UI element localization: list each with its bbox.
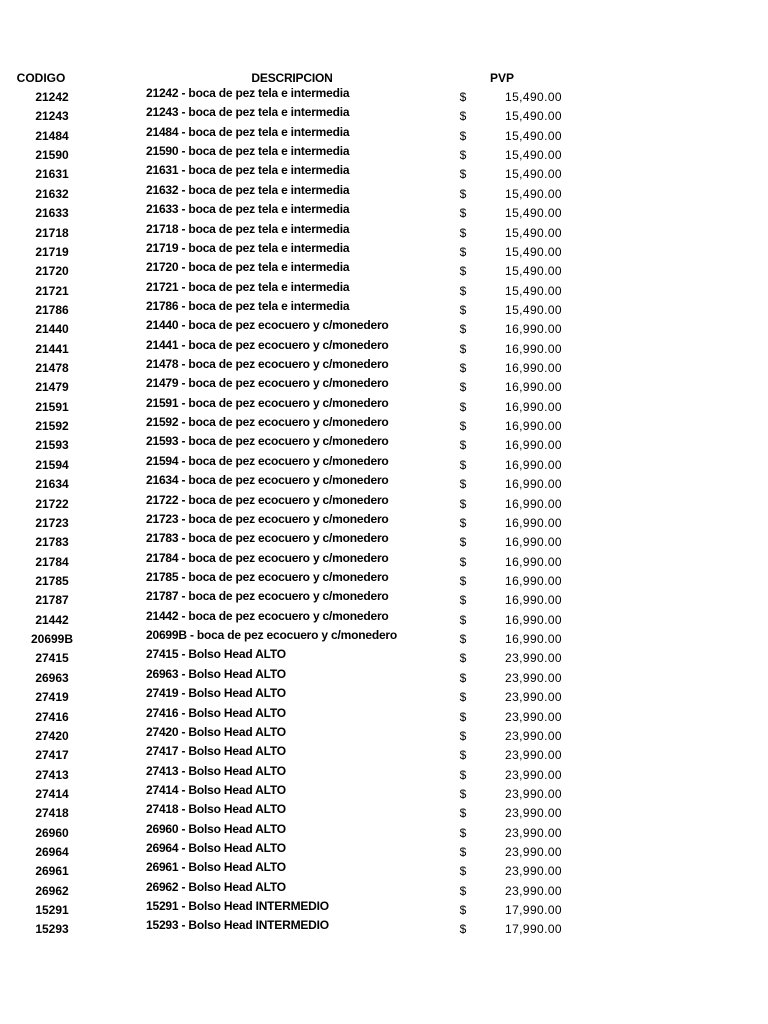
currency-symbol: $ [459, 651, 467, 666]
table-body [0, 88, 768, 940]
pvp-cell: 15,490.00 [505, 167, 562, 182]
currency-symbol: $ [459, 148, 467, 163]
descripcion-cell: 21786 - boca de pez tela e intermedia [146, 298, 350, 313]
codigo-cell: 26963 [35, 670, 69, 685]
codigo-cell: 21632 [35, 186, 69, 201]
descripcion-cell: 27417 - Bolso Head ALTO [146, 744, 286, 759]
codigo-cell: 21719 [35, 244, 69, 259]
currency-symbol: $ [459, 515, 467, 530]
currency-symbol: $ [459, 380, 467, 395]
pvp-cell: 16,990.00 [505, 419, 562, 434]
currency-symbol: $ [459, 341, 467, 356]
codigo-cell: 26960 [35, 825, 69, 840]
codigo-cell: 26964 [35, 845, 69, 860]
codigo-cell: 21243 [35, 109, 69, 124]
descripcion-cell: 21590 - boca de pez tela e intermedia [146, 144, 350, 159]
descripcion-cell: 21594 - boca de pez ecocuero y c/monedero [146, 453, 389, 468]
currency-symbol: $ [459, 670, 467, 685]
codigo-cell: 20699B [30, 632, 74, 647]
pvp-cell: 15,490.00 [505, 90, 562, 104]
descripcion-cell: 21242 - boca de pez tela e intermedia [146, 86, 350, 100]
codigo-cell: 15291 [35, 903, 69, 918]
codigo-cell: 21594 [35, 457, 69, 472]
pvp-cell: 15,490.00 [505, 283, 562, 298]
currency-symbol: $ [459, 922, 467, 937]
descripcion-cell: 21478 - boca de pez ecocuero y c/monedero [146, 357, 389, 372]
codigo-cell: 21722 [35, 496, 69, 511]
codigo-cell: 27419 [35, 690, 69, 705]
codigo-cell: 21593 [35, 438, 69, 453]
codigo-cell: 21786 [35, 302, 69, 317]
descripcion-cell: 21787 - boca de pez ecocuero y c/monedero [146, 589, 389, 604]
descripcion-cell: 27419 - Bolso Head ALTO [146, 686, 286, 701]
codigo-cell: 27417 [35, 748, 69, 763]
descripcion-cell: 21633 - boca de pez tela e intermedia [146, 202, 350, 217]
pvp-cell: 16,990.00 [505, 554, 562, 569]
pvp-cell: 23,990.00 [505, 845, 562, 860]
currency-symbol: $ [459, 109, 467, 124]
currency-symbol: $ [459, 264, 467, 279]
currency-symbol: $ [459, 767, 467, 782]
codigo-cell: 27415 [35, 651, 69, 666]
descripcion-cell: 26962 - Bolso Head ALTO [146, 879, 286, 894]
descripcion-cell: 21783 - boca de pez ecocuero y c/monedero [146, 531, 389, 546]
pvp-cell: 16,990.00 [505, 535, 562, 550]
currency-symbol: $ [459, 244, 467, 259]
descripcion-cell: 21723 - boca de pez ecocuero y c/monedero [146, 511, 389, 526]
currency-symbol: $ [459, 496, 467, 511]
descripcion-cell: 21243 - boca de pez tela e intermedia [146, 105, 350, 120]
pvp-cell: 16,990.00 [505, 477, 562, 492]
descripcion-cell: 21631 - boca de pez tela e intermedia [146, 163, 350, 178]
pvp-cell: 16,990.00 [505, 457, 562, 472]
currency-symbol: $ [459, 864, 467, 879]
pvp-cell: 23,990.00 [505, 825, 562, 840]
descripcion-cell: 21632 - boca de pez tela e intermedia [146, 182, 350, 197]
descripcion-cell: 21785 - boca de pez ecocuero y c/monedero [146, 569, 389, 584]
pvp-cell: 15,490.00 [505, 302, 562, 317]
currency-symbol: $ [459, 225, 467, 240]
pvp-cell: 23,990.00 [505, 767, 562, 782]
pvp-cell: 23,990.00 [505, 670, 562, 685]
codigo-cell: 21634 [35, 477, 69, 492]
currency-symbol: $ [459, 419, 467, 434]
currency-symbol: $ [459, 903, 467, 918]
currency-symbol: $ [459, 128, 467, 143]
descripcion-cell: 21721 - boca de pez tela e intermedia [146, 279, 350, 294]
codigo-cell: 21591 [35, 399, 69, 414]
codigo-cell: 21441 [35, 341, 69, 356]
codigo-cell: 21479 [35, 380, 69, 395]
currency-symbol: $ [459, 728, 467, 743]
currency-symbol: $ [459, 573, 467, 588]
descripcion-cell: 21722 - boca de pez ecocuero y c/monedero [146, 492, 389, 507]
descripcion-cell: 27415 - Bolso Head ALTO [146, 647, 286, 662]
pvp-cell: 15,490.00 [505, 186, 562, 201]
codigo-cell: 21484 [35, 128, 69, 143]
table-row [0, 920, 768, 939]
pvp-cell: 17,990.00 [505, 903, 562, 918]
pvp-cell: 15,490.00 [505, 148, 562, 163]
codigo-cell: 27414 [35, 786, 69, 801]
codigo-cell: 21242 [35, 90, 69, 104]
codigo-cell: 21592 [35, 419, 69, 434]
pvp-cell: 16,990.00 [505, 632, 562, 647]
descripcion-cell: 21593 - boca de pez ecocuero y c/monedero [146, 434, 389, 449]
codigo-cell: 15293 [35, 922, 69, 937]
descripcion-cell: 27418 - Bolso Head ALTO [146, 802, 286, 817]
pvp-cell: 16,990.00 [505, 593, 562, 608]
descripcion-cell: 21634 - boca de pez ecocuero y c/monedero [146, 473, 389, 488]
descripcion-cell: 21592 - boca de pez ecocuero y c/monedero [146, 415, 389, 430]
pvp-cell: 16,990.00 [505, 496, 562, 511]
currency-symbol: $ [459, 883, 467, 898]
pvp-cell: 16,990.00 [505, 399, 562, 414]
pvp-cell: 16,990.00 [505, 380, 562, 395]
codigo-cell: 26962 [35, 883, 69, 898]
header-pvp: PVP [489, 71, 514, 85]
pvp-cell: 16,990.00 [505, 438, 562, 453]
header-descripcion: DESCRIPCION [251, 71, 333, 85]
currency-symbol: $ [459, 709, 467, 724]
currency-symbol: $ [459, 612, 467, 627]
currency-symbol: $ [459, 302, 467, 317]
pvp-cell: 17,990.00 [505, 922, 562, 937]
codigo-cell: 21787 [35, 593, 69, 608]
descripcion-cell: 26963 - Bolso Head ALTO [146, 666, 286, 681]
descripcion-cell: 21479 - boca de pez ecocuero y c/monedero [146, 376, 389, 391]
currency-symbol: $ [459, 457, 467, 472]
currency-symbol: $ [459, 554, 467, 569]
descripcion-cell: 26960 - Bolso Head ALTO [146, 821, 286, 836]
currency-symbol: $ [459, 690, 467, 705]
currency-symbol: $ [459, 167, 467, 182]
currency-symbol: $ [459, 361, 467, 376]
codigo-cell: 21783 [35, 535, 69, 550]
pvp-cell: 15,490.00 [505, 225, 562, 240]
currency-symbol: $ [459, 477, 467, 492]
pvp-cell: 23,990.00 [505, 651, 562, 666]
currency-symbol: $ [459, 322, 467, 337]
currency-symbol: $ [459, 845, 467, 860]
pvp-cell: 23,990.00 [505, 748, 562, 763]
header-codigo: CODIGO [16, 71, 66, 85]
codigo-cell: 21590 [35, 148, 69, 163]
codigo-cell: 27413 [35, 767, 69, 782]
pvp-cell: 16,990.00 [505, 612, 562, 627]
codigo-cell: 21440 [35, 322, 69, 337]
currency-symbol: $ [459, 825, 467, 840]
codigo-cell: 27416 [35, 709, 69, 724]
codigo-cell: 21718 [35, 225, 69, 240]
descripcion-cell: 15293 - Bolso Head INTERMEDIO [146, 918, 329, 933]
currency-symbol: $ [459, 748, 467, 763]
currency-symbol: $ [459, 90, 467, 104]
codigo-cell: 21633 [35, 206, 69, 221]
descripcion-cell: 21718 - boca de pez tela e intermedia [146, 221, 350, 236]
descripcion-cell: 21441 - boca de pez ecocuero y c/monedero [146, 337, 389, 352]
codigo-cell: 21721 [35, 283, 69, 298]
codigo-cell: 26961 [35, 864, 69, 879]
codigo-cell: 21785 [35, 573, 69, 588]
price-list-table [0, 68, 768, 940]
currency-symbol: $ [459, 786, 467, 801]
pvp-cell: 16,990.00 [505, 361, 562, 376]
descripcion-cell: 21720 - boca de pez tela e intermedia [146, 260, 350, 275]
pvp-cell: 16,990.00 [505, 515, 562, 530]
pvp-cell: 15,490.00 [505, 109, 562, 124]
codigo-cell: 21723 [35, 515, 69, 530]
descripcion-cell: 21484 - boca de pez tela e intermedia [146, 124, 350, 139]
descripcion-cell: 26964 - Bolso Head ALTO [146, 841, 286, 856]
pvp-cell: 23,990.00 [505, 709, 562, 724]
codigo-cell: 21784 [35, 554, 69, 569]
descripcion-cell: 27414 - Bolso Head ALTO [146, 782, 286, 797]
pvp-cell: 15,490.00 [505, 206, 562, 221]
currency-symbol: $ [459, 535, 467, 550]
descripcion-cell: 21719 - boca de pez tela e intermedia [146, 240, 350, 255]
codigo-cell: 21631 [35, 167, 69, 182]
pvp-cell: 23,990.00 [505, 728, 562, 743]
pvp-cell: 16,990.00 [505, 573, 562, 588]
descripcion-cell: 21442 - boca de pez ecocuero y c/monedero [146, 608, 389, 623]
pvp-cell: 23,990.00 [505, 806, 562, 821]
descripcion-cell: 27413 - Bolso Head ALTO [146, 763, 286, 778]
codigo-cell: 21442 [35, 612, 69, 627]
currency-symbol: $ [459, 632, 467, 647]
pvp-cell: 23,990.00 [505, 690, 562, 705]
codigo-cell: 27418 [35, 806, 69, 821]
pvp-cell: 15,490.00 [505, 128, 562, 143]
codigo-cell: 27420 [35, 728, 69, 743]
pvp-cell: 16,990.00 [505, 322, 562, 337]
descripcion-cell: 26961 - Bolso Head ALTO [146, 860, 286, 875]
pvp-cell: 23,990.00 [505, 864, 562, 879]
currency-symbol: $ [459, 206, 467, 221]
descripcion-cell: 27416 - Bolso Head ALTO [146, 705, 286, 720]
currency-symbol: $ [459, 806, 467, 821]
descripcion-cell: 21784 - boca de pez ecocuero y c/monedero [146, 550, 389, 565]
pvp-cell: 23,990.00 [505, 883, 562, 898]
descripcion-cell: 20699B - boca de pez ecocuero y c/monedero [146, 628, 398, 643]
descripcion-cell: 21440 - boca de pez ecocuero y c/monedero [146, 318, 389, 333]
descripcion-cell: 27420 - Bolso Head ALTO [146, 724, 286, 739]
currency-symbol: $ [459, 593, 467, 608]
currency-symbol: $ [459, 438, 467, 453]
pvp-cell: 15,490.00 [505, 244, 562, 259]
currency-symbol: $ [459, 186, 467, 201]
codigo-cell: 21720 [35, 264, 69, 279]
pvp-cell: 16,990.00 [505, 341, 562, 356]
descripcion-cell: 21591 - boca de pez ecocuero y c/monedero [146, 395, 389, 410]
pvp-cell: 23,990.00 [505, 786, 562, 801]
currency-symbol: $ [459, 283, 467, 298]
codigo-cell: 21478 [35, 361, 69, 376]
descripcion-cell: 15291 - Bolso Head INTERMEDIO [146, 899, 329, 914]
pvp-cell: 15,490.00 [505, 264, 562, 279]
currency-symbol: $ [459, 399, 467, 414]
